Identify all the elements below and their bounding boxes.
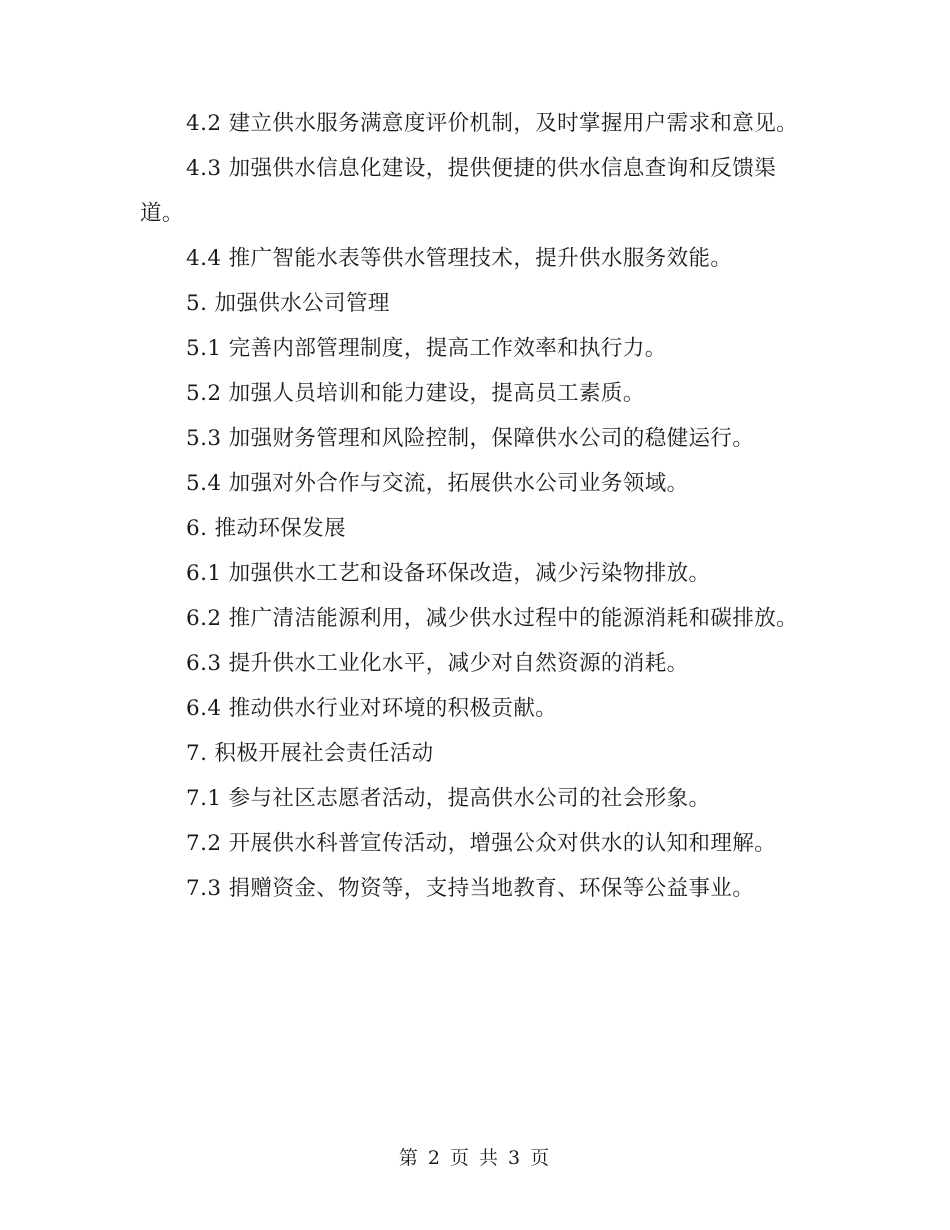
paragraph-6-4: 6.4 推动供水行业对环境的积极贡献。: [186, 696, 558, 721]
paragraph-6-2: 6.2 推广清洁能源利用，减少供水过程中的能源消耗和碳排放。: [186, 606, 799, 631]
paragraph-5-1: 5.1 完善内部管理制度，提高工作效率和执行力。: [186, 336, 667, 361]
paragraph-7-3: 7.3 捐赠资金、物资等，支持当地教育、环保等公益事业。: [186, 876, 755, 901]
paragraph-6-1: 6.1 加强供水工艺和设备环保改造，减少污染物排放。: [186, 561, 711, 586]
paragraph-5-3: 5.3 加强财务管理和风险控制，保障供水公司的稳健运行。: [186, 426, 755, 451]
paragraph-6-3: 6.3 提升供水工业化水平，减少对自然资源的消耗。: [186, 651, 689, 676]
section-heading-7: 7. 积极开展社会责任活动: [186, 741, 434, 766]
paragraph-4-2: 4.2 建立供水服务满意度评价机制，及时掌握用户需求和意见。: [186, 111, 799, 136]
paragraph-5-2: 5.2 加强人员培训和能力建设，提高员工素质。: [186, 381, 645, 406]
paragraph-7-2: 7.2 开展供水科普宣传活动，增强公众对供水的认知和理解。: [186, 831, 777, 856]
page-number-footer: 第 2 页 共 3 页: [398, 1147, 552, 1169]
paragraph-5-4: 5.4 加强对外合作与交流，拓展供水公司业务领域。: [186, 471, 689, 496]
section-heading-5: 5. 加强供水公司管理: [186, 291, 390, 316]
paragraph-7-1: 7.1 参与社区志愿者活动，提高供水公司的社会形象。: [186, 786, 711, 811]
section-heading-6: 6. 推动环保发展: [186, 516, 346, 541]
paragraph-4-4: 4.4 推广智能水表等供水管理技术，提升供水服务效能。: [186, 246, 733, 271]
document-body: [140, 101, 800, 911]
paragraph-4-3: 4.3 加强供水信息化建设，提供便捷的供水信息查询和反馈渠道。: [140, 156, 777, 226]
